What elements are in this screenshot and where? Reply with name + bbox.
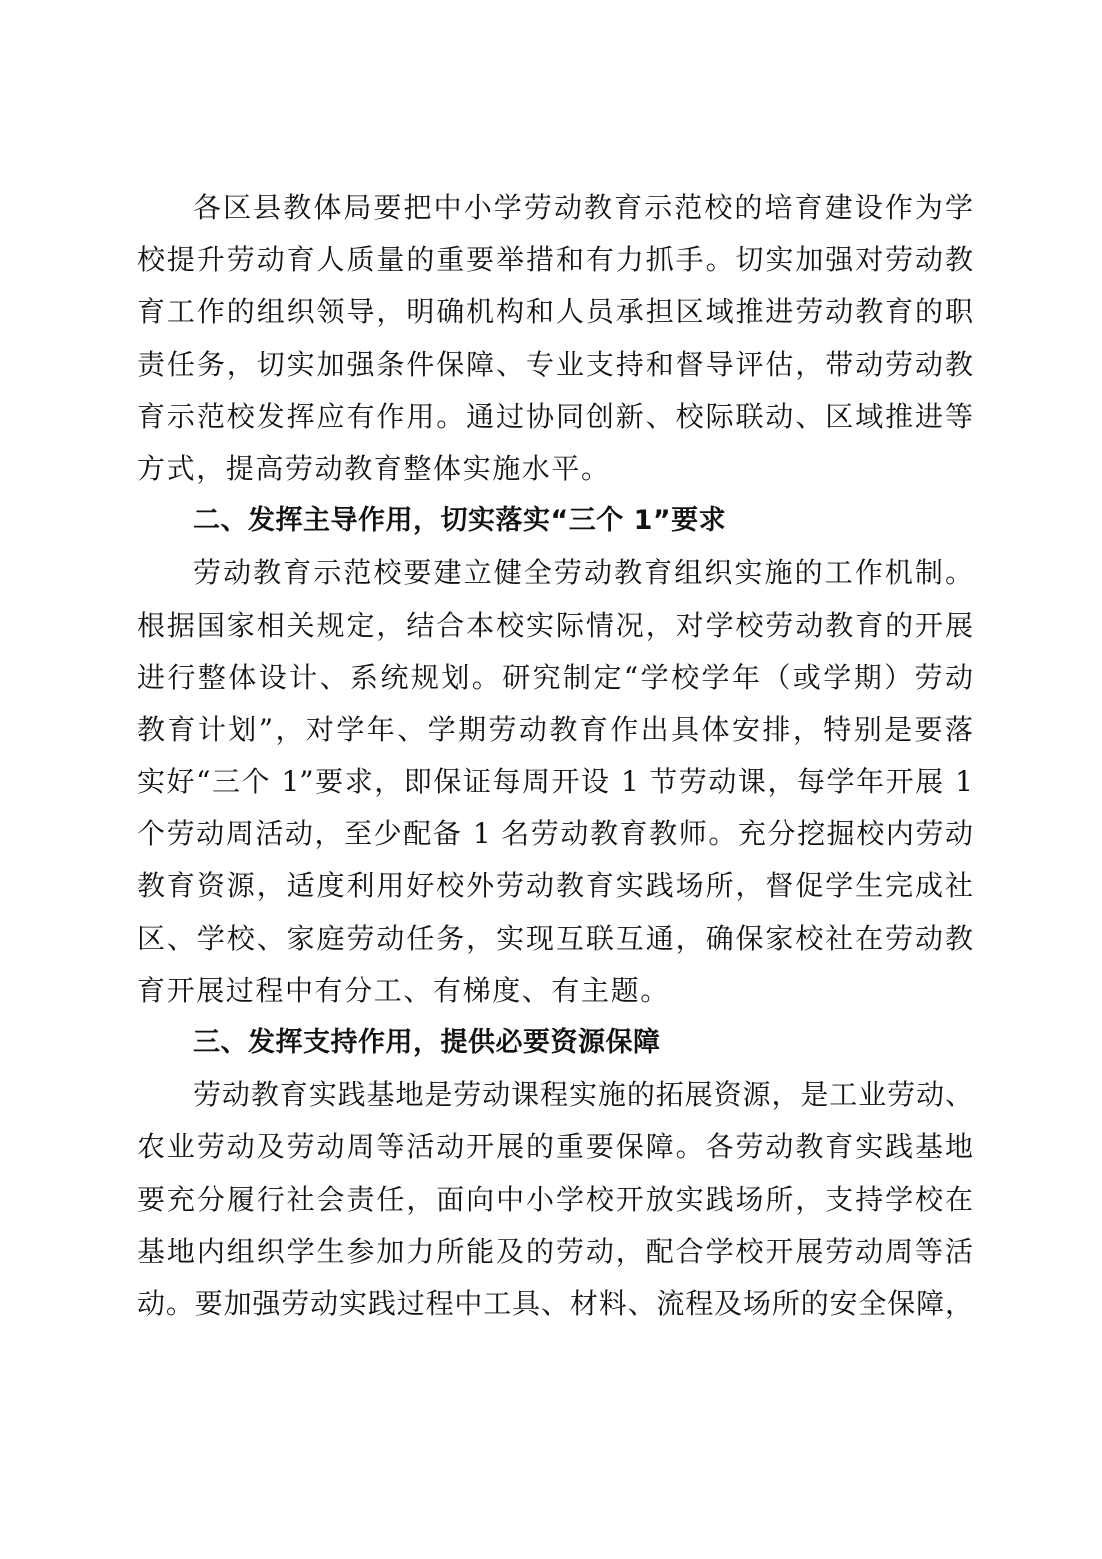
text-line: 育工作的组织领导，明确机构和人员承担区域推进劳动教育的职 — [137, 295, 973, 329]
text-line: 动。要加强劳动实践过程中工具、材料、流程及场所的安全保障， — [137, 1286, 973, 1320]
text-line: 方式，提高劳动教育整体实施水平。 — [137, 451, 611, 485]
paragraph-1 — [137, 182, 973, 495]
text-line: 个劳动周活动，至少配备 1 名劳动教育教师。充分挖掘校内劳动 — [137, 817, 973, 851]
text-line: 劳动教育示范校要建立健全劳动教育组织实施的工作机制。 — [193, 556, 973, 590]
text-line: 育开展过程中有分工、有梯度、有主题。 — [137, 973, 670, 1007]
text-line: 区、学校、家庭劳动任务，实现互联互通，确保家校社在劳动教 — [137, 921, 973, 955]
text-line: 进行整体设计、系统规划。研究制定“学校学年（或学期）劳动 — [137, 660, 973, 694]
text-line: 各区县教体局要把中小学劳动教育示范校的培育建设作为学 — [193, 191, 973, 224]
text-line: 教育资源，适度利用好校外劳动教育实践场所，督促学生完成社 — [137, 869, 973, 903]
text-line: 根据国家相关规定，结合本校实际情况，对学校劳动教育的开展 — [137, 608, 973, 642]
text-line: 责任务，切实加强条件保障、专业支持和督导评估，带动劳动教 — [137, 347, 973, 381]
section-heading-2: 二、发挥主导作用，切实落实“三个 1”要求 — [193, 505, 727, 537]
text-line: 实好“三个 1”要求，即保证每周开设 1 节劳动课，每学年开展 1 — [137, 765, 973, 799]
text-line: 劳动教育实践基地是劳动课程实施的拓展资源，是工业劳动、 — [193, 1078, 973, 1112]
text-line: 教育计划”，对学年、学期劳动教育作出具体安排，特别是要落 — [137, 712, 973, 746]
paragraph-3 — [137, 1069, 973, 1330]
document-body — [137, 182, 973, 1330]
paragraph-2 — [137, 547, 973, 1017]
text-line: 基地内组织学生参加力所能及的劳动，配合学校开展劳动周等活 — [137, 1234, 973, 1268]
text-line: 育示范校发挥应有作用。通过协同创新、校际联动、区域推进等 — [137, 399, 973, 433]
text-line: 要充分履行社会责任，面向中小学校开放实践场所，支持学校在 — [137, 1182, 973, 1216]
text-line: 校提升劳动育人质量的重要举措和有力抓手。切实加强对劳动教 — [137, 243, 973, 277]
text-line: 农业劳动及劳动周等活动开展的重要保障。各劳动教育实践基地 — [137, 1130, 973, 1164]
section-heading-3: 三、发挥支持作用，提供必要资源保障 — [193, 1027, 661, 1058]
